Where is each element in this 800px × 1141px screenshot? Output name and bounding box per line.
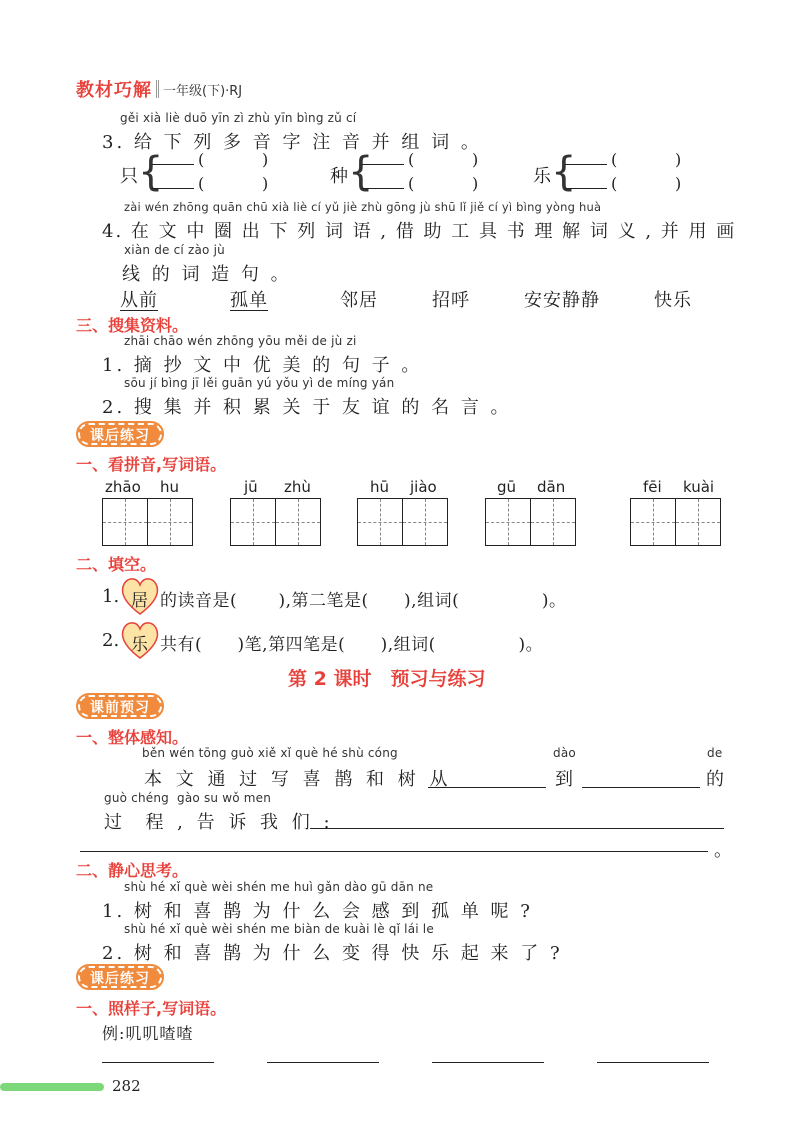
- word-item: 快乐: [654, 290, 692, 311]
- sec-a-pinyin-1: běn wén tōng guò xiě xǐ què hé shù cóng: [142, 746, 398, 760]
- section-title: 二、静心思考。: [76, 861, 189, 880]
- writing-cell[interactable]: [402, 498, 448, 546]
- sec-b-pinyin-2: shù hé xǐ què wèi shén me biàn de kuài lè qǐ lái le: [124, 922, 434, 936]
- polyphone-group-2: 种 { ( ) ( ): [330, 149, 479, 195]
- pinyin-label: kuài: [683, 478, 715, 496]
- writing-cell[interactable]: [485, 498, 531, 546]
- writing-cell[interactable]: [102, 498, 148, 546]
- answer-blank[interactable]: [267, 1062, 379, 1063]
- writing-grid: [485, 498, 575, 546]
- fill-line-2: [102, 618, 662, 662]
- polyphone-char: 只: [120, 166, 141, 187]
- sec-b-line-2: 2. 树 和 喜 鹊 为 什 么 变 得 快 乐 起 来 了 ?: [102, 943, 563, 964]
- polyphone-group-3: 乐 { ( ) ( ): [533, 149, 682, 195]
- writing-grid: [102, 498, 192, 546]
- q3-text: 3. 给 下 列 多 音 字 注 音 并 组 词 。: [102, 132, 482, 153]
- pinyin-label: zhāo: [105, 478, 141, 496]
- sec-a-pinyin-2: guò chéng gào su wǒ men: [104, 791, 272, 805]
- after-class-badge: 课后练习: [78, 423, 162, 445]
- polyphone-char: 种: [330, 166, 351, 187]
- writing-cell[interactable]: [530, 498, 576, 546]
- fill-line-1: [102, 574, 662, 618]
- brand-title: 教材巧解: [76, 80, 152, 101]
- highlight-char: 居: [131, 591, 148, 611]
- sec-a-to: 到: [555, 769, 576, 790]
- writing-grid: [630, 498, 720, 546]
- section-title: 一、整体感知。: [76, 728, 189, 747]
- header-divider: [156, 80, 159, 98]
- section-title: 一、看拼音,写词语。: [76, 455, 227, 474]
- section-title: 三、搜集资料。: [76, 316, 189, 335]
- example-text: 例:叽叽喳喳: [102, 1024, 194, 1043]
- section-title: 二、填空。: [76, 555, 157, 574]
- word-item: 招呼: [432, 290, 470, 311]
- writing-grid: [357, 498, 447, 546]
- section-title: 一、照样子,写词语。: [76, 999, 227, 1018]
- answer-blank[interactable]: [362, 164, 404, 165]
- pinyin-label: dān: [537, 478, 566, 496]
- sec3-pinyin-1: zhāi chāo wén zhōng yōu měi de jù zi: [124, 334, 357, 348]
- writing-cell[interactable]: [357, 498, 403, 546]
- writing-cell[interactable]: [275, 498, 321, 546]
- brace-icon: {: [348, 149, 374, 195]
- writing-grid: [230, 498, 320, 546]
- brace-icon: {: [138, 149, 164, 195]
- answer-blank[interactable]: [310, 828, 724, 829]
- highlight-char: 乐: [131, 635, 148, 655]
- q4-line-1: 4. 在 文 中 圈 出 下 列 词 语 , 借 助 工 具 书 理 解 词 义 , 并 用 画: [102, 221, 737, 242]
- answer-blank[interactable]: [428, 787, 546, 788]
- q4-pinyin-1: zài wén zhōng quān chū xià liè cí yǔ jiè zhù gōng jù shū lǐ jiě cí yì bìng yòng huà: [124, 200, 602, 214]
- pinyin-label: jiào: [410, 478, 437, 496]
- item-number: 2.: [102, 630, 120, 651]
- sec3-line-1: 1. 摘 抄 文 中 优 美 的 句 子 。: [102, 355, 423, 376]
- pinyin-label: fēi: [643, 478, 662, 496]
- sec-a-pinyin-1c: de: [707, 746, 723, 760]
- lesson-title: 第 2 课时 预习与练习: [288, 668, 486, 690]
- period-mark: 。: [714, 840, 735, 861]
- answer-blank[interactable]: [152, 164, 194, 165]
- fill-text: 共有( )笔,第四笔是( ),组词( )。: [160, 635, 544, 655]
- header: [76, 76, 242, 102]
- polyphone-char: 乐: [533, 166, 554, 187]
- q4-pinyin-2: xiàn de cí zào jù: [124, 243, 225, 257]
- fill-text: 的读音是( ),第二笔是( ),组词( )。: [160, 591, 567, 611]
- sec-a-line-2: 过 程 , 告 诉 我 们 :: [104, 812, 334, 833]
- brace-icon: {: [551, 149, 577, 195]
- sec-b-pinyin-1: shù hé xǐ què wèi shén me huì gǎn dào gū dān ne: [124, 880, 434, 894]
- answer-blank[interactable]: [152, 188, 194, 189]
- answer-blank[interactable]: [102, 1062, 214, 1063]
- pinyin-label: zhù: [284, 478, 311, 496]
- answer-blank[interactable]: [432, 1062, 544, 1063]
- answer-blank[interactable]: [565, 188, 607, 189]
- sec-b-line-1: 1. 树 和 喜 鹊 为 什 么 会 感 到 孤 单 呢 ?: [102, 901, 533, 922]
- word-item: 从前: [120, 290, 158, 311]
- q3-pinyin: gěi xià liè duō yīn zì zhù yīn bìng zǔ cí: [120, 111, 357, 125]
- q4-line-2: 线 的 词 造 句 。: [122, 264, 292, 285]
- answer-blank[interactable]: [362, 188, 404, 189]
- writing-cell[interactable]: [147, 498, 193, 546]
- pinyin-label: gū: [497, 478, 517, 496]
- word-item: 孤单: [230, 290, 268, 311]
- grade-label: 一年级(下)·RJ: [163, 83, 243, 99]
- polyphone-group-1: 只 { ( ) ( ): [120, 149, 269, 195]
- sec-a-line-1: 本 文 通 过 写 喜 鹊 和 树 从: [144, 769, 452, 790]
- answer-blank[interactable]: [582, 787, 700, 788]
- writing-cell[interactable]: [230, 498, 276, 546]
- page-number: 282: [112, 1077, 141, 1095]
- sec-a-de: 的: [706, 769, 727, 790]
- word-item: 邻居: [340, 290, 378, 311]
- before-class-badge: 课前预习: [78, 695, 162, 717]
- answer-blank[interactable]: [597, 1062, 709, 1063]
- sec-a-pinyin-1b: dào: [553, 746, 576, 760]
- pinyin-label: hu: [160, 478, 180, 496]
- answer-blank[interactable]: [565, 164, 607, 165]
- footer-bar: [0, 1083, 104, 1091]
- sec3-pinyin-2: sōu jí bìng jī lěi guān yú yǒu yì de míng yán: [124, 376, 395, 390]
- word-item: 安安静静: [524, 290, 600, 311]
- item-number: 1.: [102, 586, 120, 607]
- after-class-badge: 课后练习: [78, 966, 162, 988]
- pinyin-label: jū: [244, 478, 258, 496]
- pinyin-label: hū: [370, 478, 390, 496]
- sec3-line-2: 2. 搜 集 并 积 累 关 于 友 谊 的 名 言 。: [102, 397, 512, 418]
- answer-blank[interactable]: [80, 851, 708, 852]
- writing-cell[interactable]: [675, 498, 721, 546]
- writing-cell[interactable]: [630, 498, 676, 546]
